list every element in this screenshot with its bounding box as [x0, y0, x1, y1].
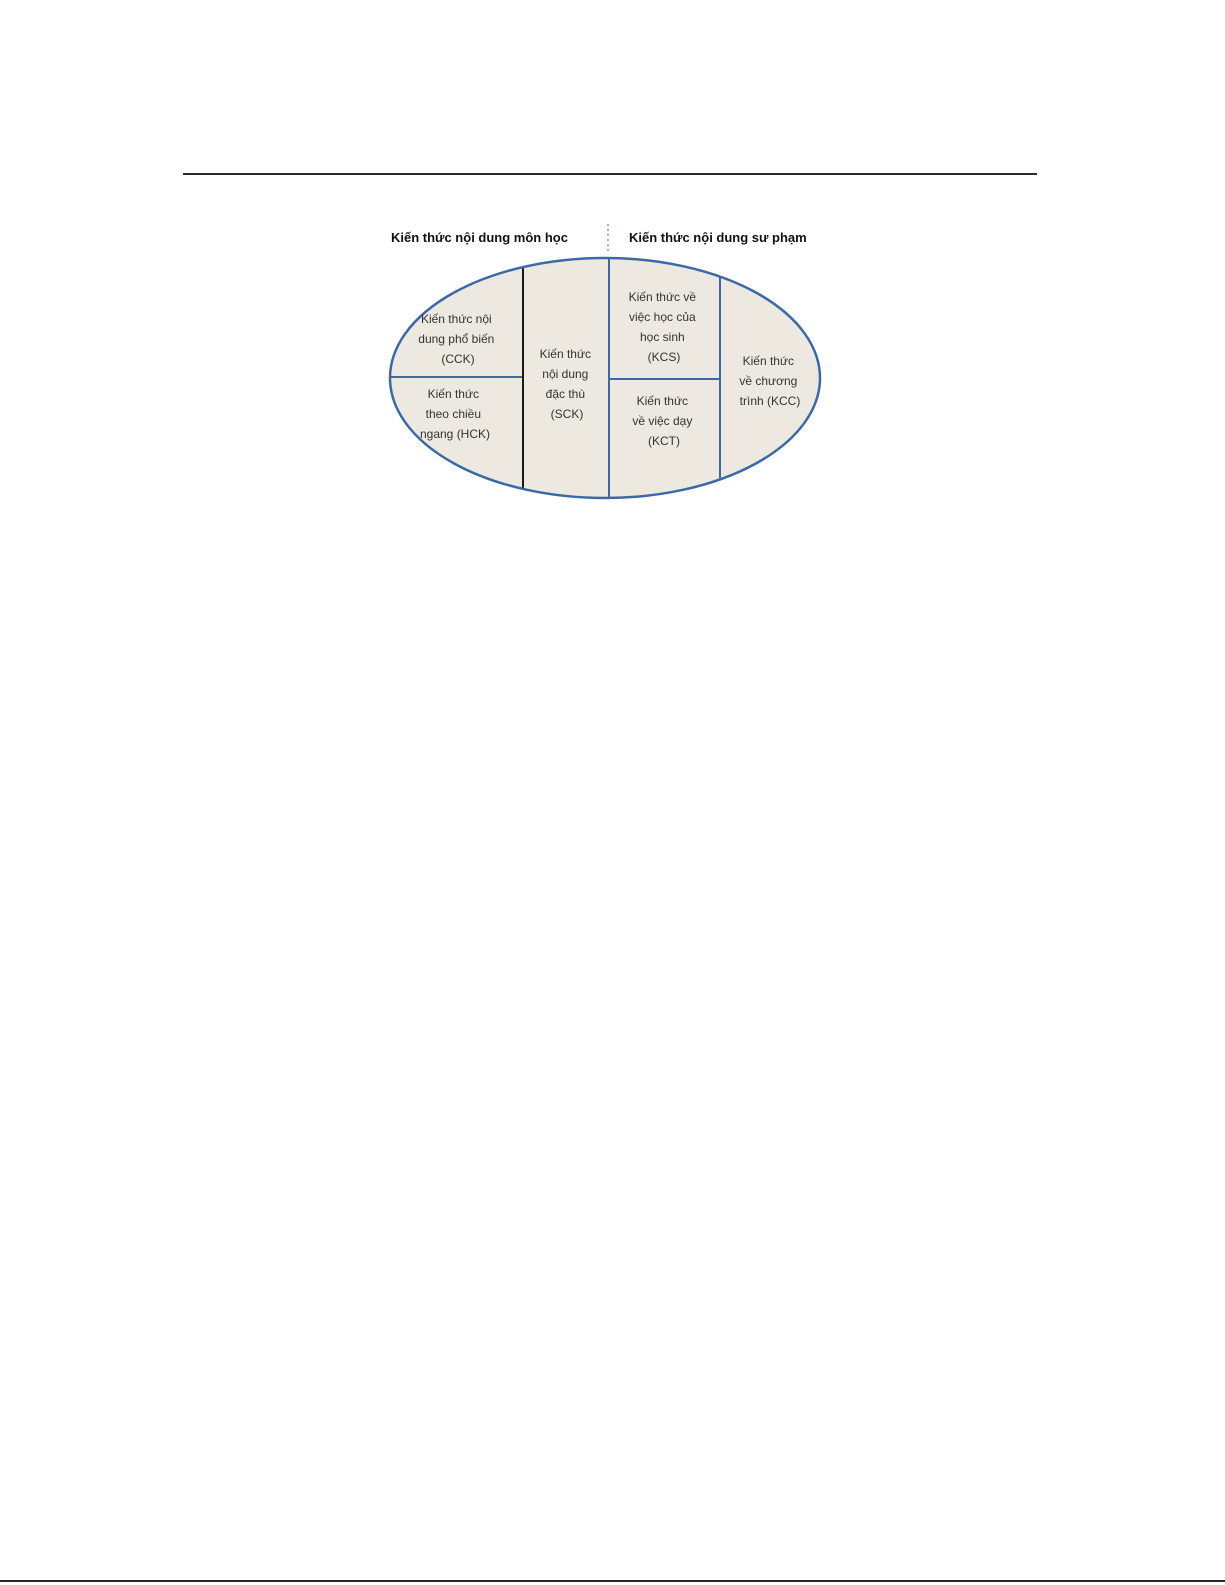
heading-pedagogical-content: Kiến thức nội dung sư phạm — [629, 230, 807, 245]
cell-kcc — [739, 354, 800, 408]
cell-cck-line: dung phổ biến — [418, 332, 495, 346]
cell-kcc-line: về chương — [739, 374, 798, 388]
cell-kct-line: (KCT) — [648, 434, 680, 448]
cell-sck-line: đặc thù — [545, 387, 586, 401]
cell-kcc-line: Kiến thức — [742, 354, 795, 368]
cell-sck-line: nội dung — [542, 367, 589, 381]
cell-hck-line: theo chiều — [425, 407, 482, 421]
cell-kcs-line: việc học của — [628, 310, 696, 324]
cell-sck-line: (SCK) — [550, 407, 584, 421]
cell-kcc-line: trình (KCC) — [739, 394, 801, 408]
diagram-svg — [380, 218, 840, 518]
cell-kct-line: Kiến thức — [636, 394, 689, 408]
cell-kcs-line: (KCS) — [647, 350, 681, 364]
cell-hck-line: ngang (HCK) — [419, 427, 491, 441]
knowledge-diagram — [380, 218, 840, 518]
cell-kcs-line: Kiến thức về — [628, 290, 697, 304]
cell-kct-line: về việc dạy — [632, 414, 693, 428]
cell-sck-line: Kiến thức — [539, 347, 592, 361]
cell-cck-line: Kiến thức nội — [420, 312, 492, 326]
cell-cck-line: (CCK) — [441, 352, 475, 366]
header-rule — [183, 173, 1037, 175]
cell-hck — [420, 387, 490, 441]
footer-rule — [0, 1580, 1225, 1582]
cell-kcs-line: học sinh — [639, 330, 685, 344]
cell-hck-line: Kiến thức — [427, 387, 480, 401]
heading-subject-content: Kiến thức nội dung môn học — [391, 230, 568, 245]
